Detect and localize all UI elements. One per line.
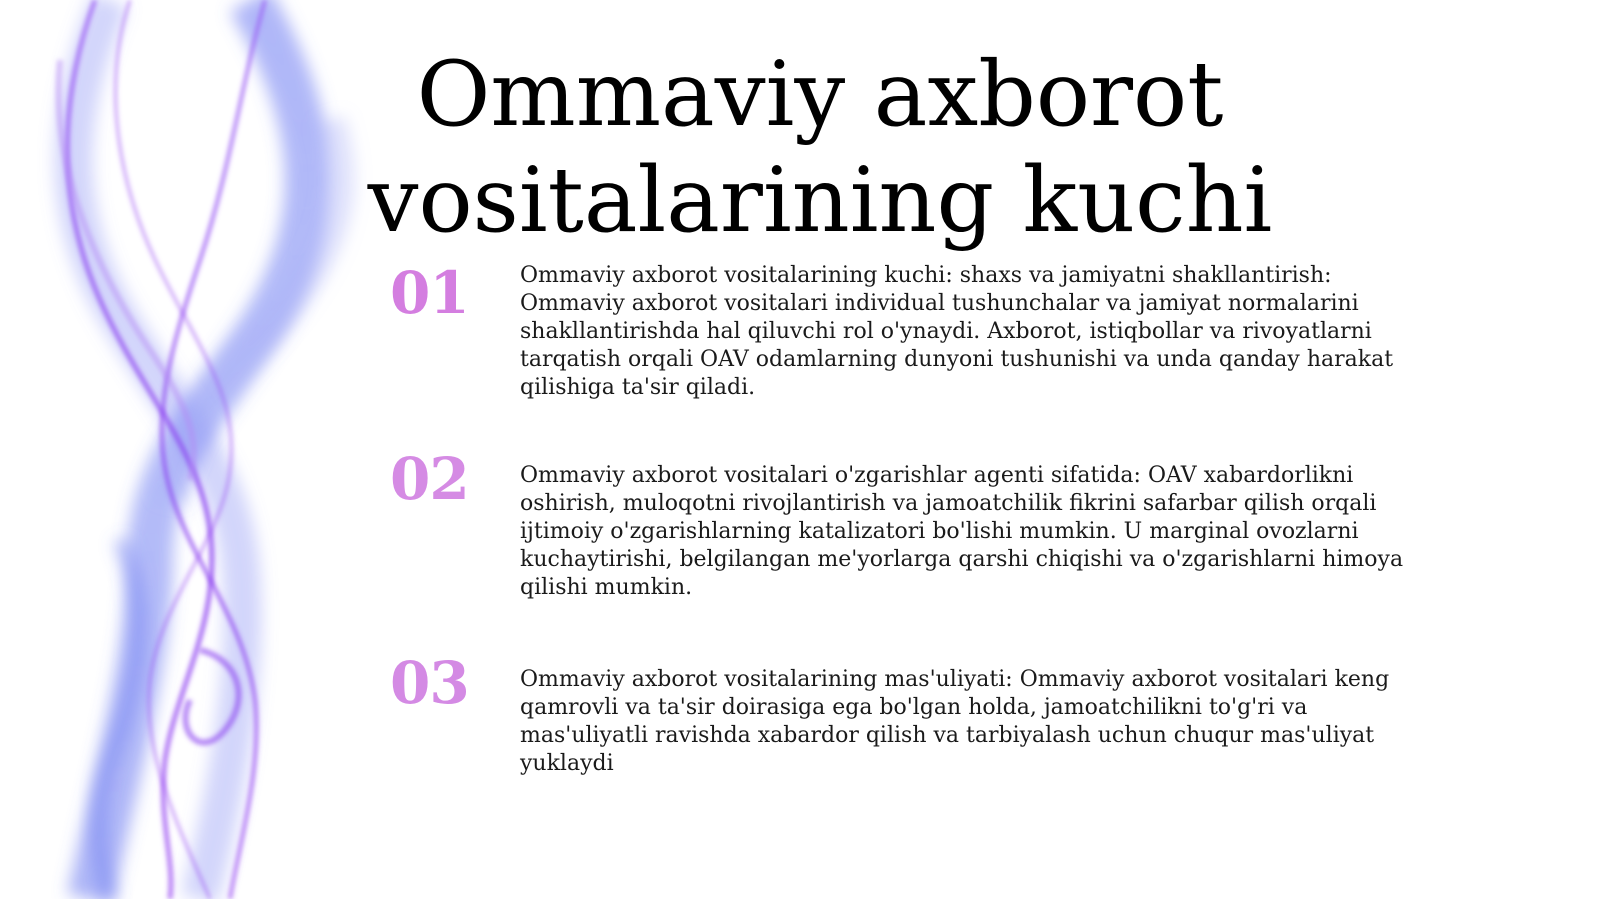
slide-title: Ommaviy axborot vositalarining kuchi: [367, 42, 1273, 253]
item-number: 01: [390, 259, 469, 327]
item-number: 02: [390, 445, 469, 513]
item-text: Ommaviy axborot vositalarining mas'uliyati: Ommaviy axborot vositalari keng qamrovli va ta'sir doirasiga ega bo'lgan holda, jamoatchilikni to'g'ri va mas'uliyatli ravishda xabardor qilish va tarbiyalash uchun chuqur mas'uliyat yuklaydi: [520, 667, 1390, 776]
item-text: Ommaviy axborot vositalarining kuchi: shaxs va jamiyatni shakllantirish: Ommaviy axborot vositalari individual tushunchalar va jamiyat normalarini shakllantirishda hal qiluvchi rol o'ynaydi. Axborot, istiqbollar va rivoyatlarni tarqatish orqali OAV odamlarning dunyoni tushunishi va unda qanday harakat qilishiga ta'sir qiladi.: [520, 263, 1394, 400]
item-number: 03: [390, 649, 469, 717]
item-text: Ommaviy axborot vositalari o'zgarishlar agenti sifatida: OAV xabardorlikni oshirish, muloqotni rivojlantirish va jamoatchilik fikrini safarbar qilish orqali ijtimoiy o'zgarishlarning katalizatori bo'lishi mumkin. U marginal ovozlarni kuchaytirishi, belgilangan me'yorlarga qarshi chiqishi va o'zgarishlarni himoya qilishi mumkin.: [520, 463, 1404, 600]
